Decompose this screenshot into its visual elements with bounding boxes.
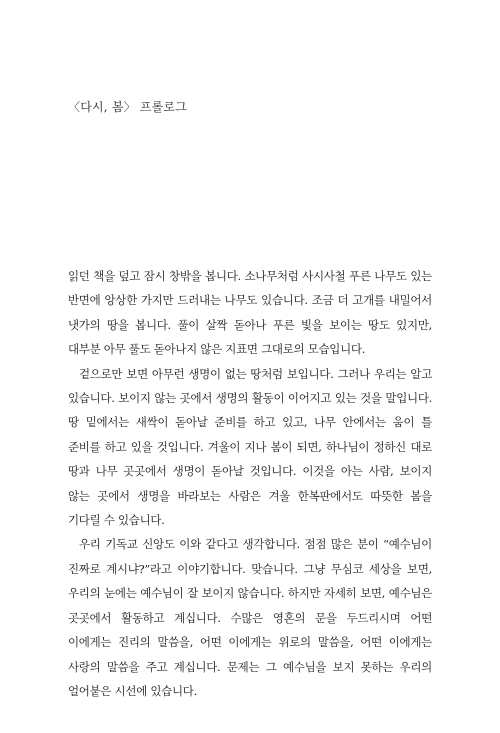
chapter-heading: 〈다시, 봄〉 프롤로그: [68, 100, 187, 114]
paragraph-1: 읽던 책을 덮고 잠시 창밖을 봅니다. 소나무처럼 사시사철 푸른 나무도 있는 반면에 앙상한 가지만 드러내는 나무도 있습니다. 조금 더 고개를 내밀어서 냇가의 땅을 봅니다. 풀이 살짝 돋아나 푸른 빛을 보이는 땅도 있지만, 대부분 아무 풀도 돋아나지 않은 지표면 그대로의 모습입니다.: [68, 269, 432, 357]
paragraph-2: 겉으로만 보면 아무런 생명이 없는 땅처럼 보입니다. 그러나 우리는 알고 있습니다. 보이지 않는 곳에서 생명의 활동이 이어지고 있는 것을 말입니다. 땅 밑에서는 새싹이 돋아날 준비를 하고 있고, 나무 안에서는 움이 틀 준비를 하고 있을 것입니다. 겨울이 지나 봄이 되면, 하나님이 정하신 대로 땅과 나무 곳곳에서 생명이 돋아날 것입니다. 이것을 아는 사람, 보이지 않는 곳에서 생명을 바라보는 사람은 겨울 한복판에서도 따뜻한 봄을 기다릴 수 있습니다.: [68, 366, 432, 528]
body-text: [68, 264, 432, 703]
paragraph-3: 우리 기독교 신앙도 이와 같다고 생각합니다. 점점 많은 분이 “예수님이 진짜로 계시냐?”라고 이야기합니다. 맞습니다. 그냥 무심코 세상을 보면, 우리의 눈에는 예수님이 잘 보이지 않습니다. 하지만 자세히 보면, 예수님은 곳곳에서 활동하고 계십니다. 수많은 영혼의 문을 두드리시며 어떤 이에게는 진리의 말씀을, 어떤 이에게는 위로의 말씀을, 어떤 이에게는 사랑의 말씀을 주고 계십니다. 문제는 그 예수님을 보지 못하는 우리의 얼어붙은 시선에 있습니다.: [68, 537, 432, 698]
